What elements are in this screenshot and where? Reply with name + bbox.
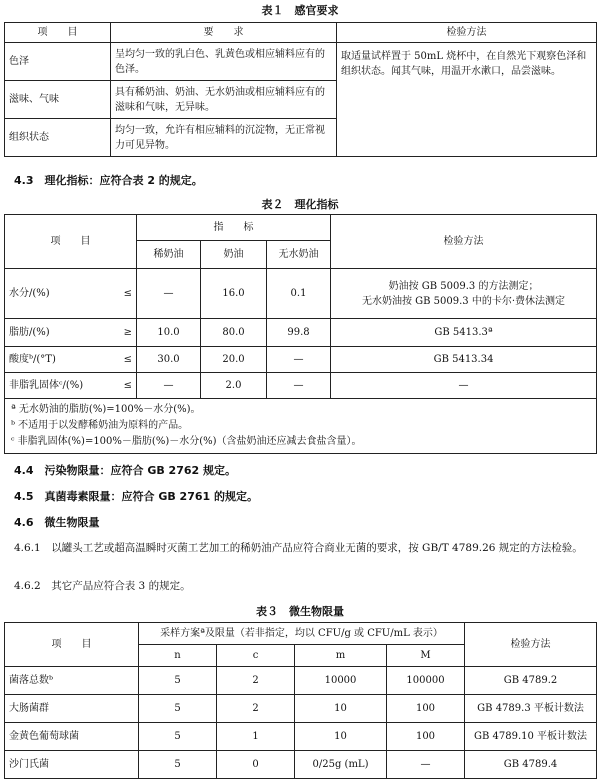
t2-item-label: 水分/(%) xyxy=(9,288,50,299)
t3-header-item: 项 目 xyxy=(5,623,139,667)
t1-row-requirement: 具有稀奶油、奶油、无水奶油或相应辅料应有的滋味和气味，无异味。 xyxy=(111,81,337,119)
t1-row-item: 色泽 xyxy=(5,43,111,81)
t2-footnote: ª 无水奶油的脂肪(%)=100%－水分(%)。 xyxy=(11,404,201,415)
t1-header-method: 检验方法 xyxy=(337,23,597,43)
t2-cell: 0.1 xyxy=(267,269,331,319)
t3-cell: 5 xyxy=(139,667,217,695)
t3-cell: 5 xyxy=(139,695,217,723)
t2-cell: 30.0 xyxy=(137,347,201,373)
t3-subheader-m: m xyxy=(295,645,387,667)
t3-header-plan: 采样方案ª及限量（若非指定，均以 CFU/g 或 CFU/mL 表示） xyxy=(139,623,465,645)
t2-cell: 2.0 xyxy=(201,373,267,399)
t2-method: GB 5413.34 xyxy=(331,347,597,373)
t3-subheader-M: M xyxy=(387,645,465,667)
table2-title: 表２ 理化指标 xyxy=(261,198,339,211)
t2-header-method: 检验方法 xyxy=(331,215,597,269)
t3-row-item: 大肠菌群 xyxy=(5,695,139,723)
t2-cell: — xyxy=(267,373,331,399)
t3-method: GB 4789.2 xyxy=(465,667,597,695)
t2-subheader: 奶油 xyxy=(201,241,267,269)
sensory-table xyxy=(4,22,597,157)
t3-row-item: 金黄色葡萄球菌 xyxy=(5,723,139,751)
section-4-6: 4.6 微生物限量 xyxy=(14,516,100,529)
t1-method: 取适量试样置于 50mL 烧杯中，在自然光下观察色泽和组织状态。闻其气味，用温开水漱口，品尝滋味。 xyxy=(337,43,597,157)
t1-header-item: 项 目 xyxy=(5,23,111,43)
t2-method-line: 奶油按 GB 5009.3 的方法测定； xyxy=(388,280,539,292)
t3-cell: 100 xyxy=(387,723,465,751)
t2-operator: ≤ xyxy=(123,288,132,299)
t2-cell: — xyxy=(137,269,201,319)
t3-cell: 0/25g (mL) xyxy=(295,751,387,779)
t2-cell: 10.0 xyxy=(137,319,201,347)
t1-row-item: 滋味、气味 xyxy=(5,81,111,119)
section-4-6-1: 4.6.1 以罐头工艺或超高温瞬时灭菌工艺加工的稀奶油产品应符合商业无菌的要求，按 GB/T 4789.26 规定的方法检验。 xyxy=(14,542,583,554)
t2-method: GB 5413.3ª xyxy=(331,319,597,347)
t2-method: — xyxy=(331,373,597,399)
t2-footnotes xyxy=(5,399,597,454)
t3-cell: — xyxy=(387,751,465,779)
t2-cell: 80.0 xyxy=(201,319,267,347)
t3-cell: 1 xyxy=(217,723,295,751)
t3-cell: 0 xyxy=(217,751,295,779)
t2-item-label: 非脂乳固体ᶜ/(%) xyxy=(9,380,84,391)
physicochemical-table xyxy=(4,214,597,454)
t3-cell: 5 xyxy=(139,751,217,779)
t2-row-item xyxy=(5,319,137,347)
t2-subheader: 稀奶油 xyxy=(137,241,201,269)
t2-footnote: ᵇ 不适用于以发酵稀奶油为原料的产品。 xyxy=(11,420,189,431)
t2-cell: — xyxy=(267,347,331,373)
t2-item-label: 脂肪/(%) xyxy=(9,327,50,338)
t2-footnote: ᶜ 非脂乳固体(%)=100%－脂肪(%)－水分(%)（含盐奶油还应减去食盐含量）。 xyxy=(11,436,362,447)
t2-method xyxy=(331,269,597,319)
t3-row-item: 沙门氏菌 xyxy=(5,751,139,779)
t3-subheader-n: n xyxy=(139,645,217,667)
section-4-3: 4.3 理化指标：应符合表 2 的规定。 xyxy=(14,174,203,187)
t3-cell: 5 xyxy=(139,723,217,751)
t2-cell: 20.0 xyxy=(201,347,267,373)
t3-cell: 10 xyxy=(295,695,387,723)
t3-cell: 10000 xyxy=(295,667,387,695)
table3-title: 表３ 微生物限量 xyxy=(256,605,344,618)
t2-header-item: 项 目 xyxy=(5,215,137,269)
t2-operator: ≤ xyxy=(123,380,132,391)
t2-cell: — xyxy=(137,373,201,399)
t1-row-requirement: 均匀一致，允许有相应辅料的沉淀物，无正常视力可见异物。 xyxy=(111,119,337,157)
t3-cell: 10 xyxy=(295,723,387,751)
t3-subheader-c: c xyxy=(217,645,295,667)
t2-cell: 99.8 xyxy=(267,319,331,347)
t2-item-label: 酸度ᵇ/(°T) xyxy=(9,354,56,365)
t3-method: GB 4789.4 xyxy=(465,751,597,779)
t2-operator: ≤ xyxy=(123,354,132,365)
t1-row-item: 组织状态 xyxy=(5,119,111,157)
t2-row-item xyxy=(5,269,137,319)
t3-cell: 100 xyxy=(387,695,465,723)
t3-method: GB 4789.10 平板计数法 xyxy=(465,723,597,751)
t1-row-requirement: 呈均匀一致的乳白色、乳黄色或相应辅料应有的色泽。 xyxy=(111,43,337,81)
t1-header-requirement: 要 求 xyxy=(111,23,337,43)
t2-method-line: 无水奶油按 GB 5009.3 中的卡尔·费休法测定 xyxy=(361,295,566,307)
section-4-5: 4.5 真菌毒素限量：应符合 GB 2761 的规定。 xyxy=(14,490,259,503)
section-4-4: 4.4 污染物限量：应符合 GB 2762 规定。 xyxy=(14,464,237,477)
t2-cell: 16.0 xyxy=(201,269,267,319)
t3-cell: 100000 xyxy=(387,667,465,695)
t3-row-item: 菌落总数ᵇ xyxy=(5,667,139,695)
section-4-6-2: 4.6.2 其它产品应符合表 3 的规定。 xyxy=(14,580,191,592)
microbial-table xyxy=(4,622,597,779)
t3-header-method: 检验方法 xyxy=(465,623,597,667)
t2-operator: ≥ xyxy=(123,327,132,338)
t2-row-item xyxy=(5,347,137,373)
t2-row-item xyxy=(5,373,137,399)
t3-method: GB 4789.3 平板计数法 xyxy=(465,695,597,723)
t2-subheader: 无水奶油 xyxy=(267,241,331,269)
t3-cell: 2 xyxy=(217,695,295,723)
t3-cell: 2 xyxy=(217,667,295,695)
t2-header-index: 指 标 xyxy=(137,215,331,241)
table1-title: 表１ 感官要求 xyxy=(261,4,339,17)
